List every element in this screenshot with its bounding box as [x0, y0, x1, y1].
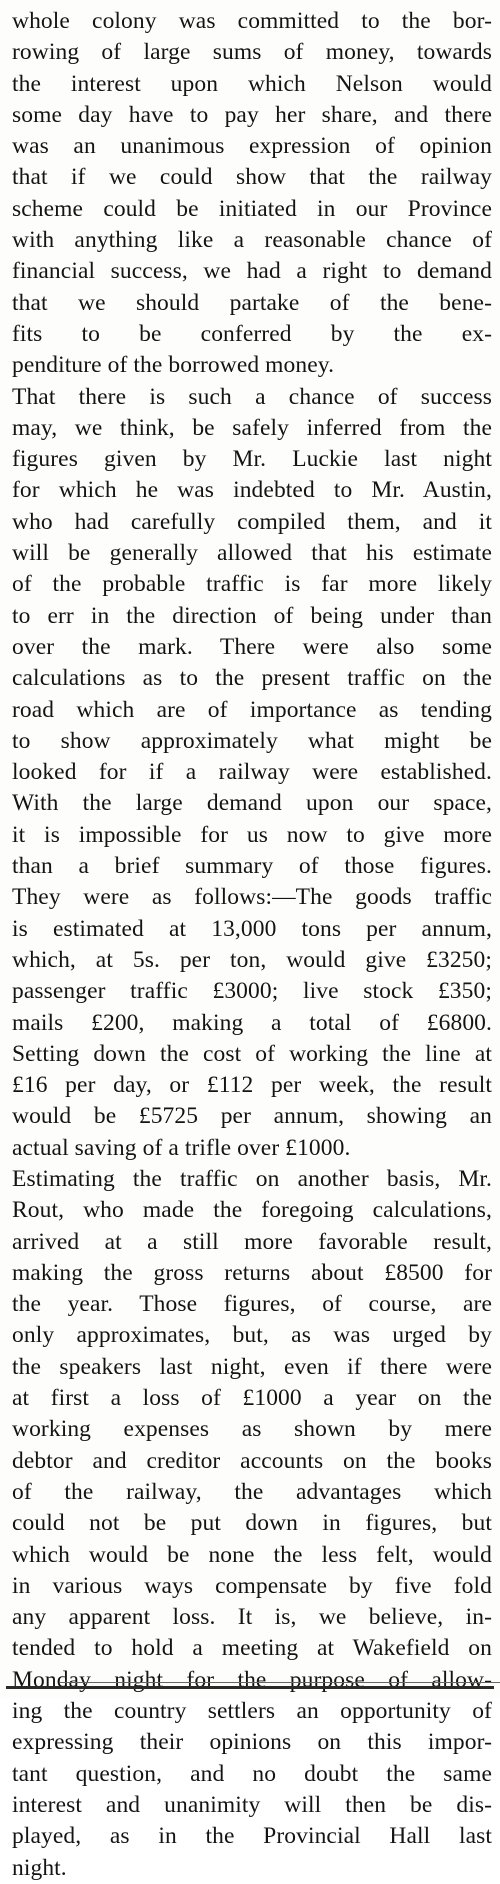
article-line: may, we think, be safely inferred from the [12, 414, 492, 441]
article-line: with anything like a reasonable chance of [12, 227, 492, 254]
article-line: tended to hold a meeting at Wakefield on [12, 1635, 492, 1662]
article-line: could not be put down in figures, but [12, 1510, 492, 1537]
article-line: £16 per day, or £112 per week, the result [12, 1072, 492, 1099]
article-line: financial success, we had a right to demand [12, 258, 492, 285]
article-line: will be generally allowed that his estimate [12, 540, 492, 567]
article-line: debtor and creditor accounts on the books [12, 1447, 492, 1474]
article-line: any apparent loss. It is, we believe, in- [12, 1604, 492, 1631]
article-line: it is impossible for us now to give more [12, 821, 492, 848]
article-line: arrived at a still more favorable result, [12, 1228, 492, 1255]
article-line: is estimated at 13,000 tons per annum, [12, 915, 492, 942]
article-line: for which he was indebted to Mr. Austin, [12, 477, 492, 504]
article-line: mails £200, making a total of £6800. [12, 1009, 492, 1036]
article-line: ing the country settlers an opportunity of [12, 1698, 492, 1725]
article-column [12, 6, 492, 1884]
article-line: the interest upon which Nelson would [12, 70, 492, 97]
column-end-thin-rule [60, 1682, 500, 1683]
article-line: figures given by Mr. Luckie last night [12, 446, 492, 473]
article-line: looked for if a railway were established. [12, 759, 492, 786]
article-line: road which are of importance as tending [12, 696, 492, 723]
article-line: in various ways compensate by five fold [12, 1572, 492, 1599]
article-line: was an unanimous expression of opinion [12, 133, 492, 160]
article-line: of the railway, the advantages which [12, 1478, 492, 1505]
article-line: fits to be conferred by the ex- [12, 320, 492, 347]
article-line: scheme could be initiated in our Province [12, 195, 492, 222]
article-line: tant question, and no doubt the same [12, 1760, 492, 1787]
article-line: interest and unanimity will then be dis- [12, 1791, 492, 1818]
article-line: Setting down the cost of working the line at [12, 1040, 492, 1067]
article-line: played, as in the Provincial Hall last [12, 1823, 492, 1850]
article-line: some day have to pay her share, and there [12, 101, 492, 128]
article-line: only approximates, but, as was urged by [12, 1322, 492, 1349]
article-line: With the large demand upon our space, [12, 790, 492, 817]
column-end-rule [6, 1686, 494, 1689]
article-line: that we should partake of the bene- [12, 289, 492, 316]
article-line: Monday night for the purpose of allow- [12, 1666, 492, 1693]
article-line: That there is such a chance of success [12, 383, 492, 410]
article-line: penditure of the borrowed money. [12, 352, 335, 379]
article-line: over the mark. There were also some [12, 633, 492, 660]
article-line: Estimating the traffic on another basis, Mr. [12, 1165, 492, 1192]
article-line: which would be none the less felt, would [12, 1541, 492, 1568]
article-line: of the probable traffic is far more likely [12, 571, 492, 598]
article-line: actual saving of a trifle over £1000. [12, 1134, 351, 1161]
article-line: which, at 5s. per ton, would give £3250; [12, 946, 492, 973]
article-line: expressing their opinions on this impor- [12, 1729, 492, 1756]
article-line: than a brief summary of those figures. [12, 853, 492, 880]
article-line: night. [12, 1854, 67, 1881]
article-line: rowing of large sums of money, towards [12, 39, 492, 66]
article-line: calculations as to the present traffic on the [12, 665, 492, 692]
article-line: would be £5725 per annum, showing an [12, 1103, 492, 1130]
article-line: the speakers last night, even if there were [12, 1353, 492, 1380]
article-line: passenger traffic £3000; live stock £350; [12, 978, 492, 1005]
article-line: making the gross returns about £8500 for [12, 1259, 492, 1286]
article-line: that if we could show that the railway [12, 164, 492, 191]
article-line: They were as follows:—The goods traffic [12, 884, 492, 911]
article-line: to err in the direction of being under than [12, 602, 492, 629]
article-line: working expenses as shown by mere [12, 1416, 492, 1443]
article-line: to show approximately what might be [12, 727, 492, 754]
article-line: the year. Those figures, of course, are [12, 1291, 492, 1318]
article-line: at first a loss of £1000 a year on the [12, 1385, 492, 1412]
article-line: whole colony was committed to the bor- [12, 8, 492, 34]
article-line: Rout, who made the foregoing calculations, [12, 1197, 492, 1224]
article-line: who had carefully compiled them, and it [12, 508, 492, 535]
